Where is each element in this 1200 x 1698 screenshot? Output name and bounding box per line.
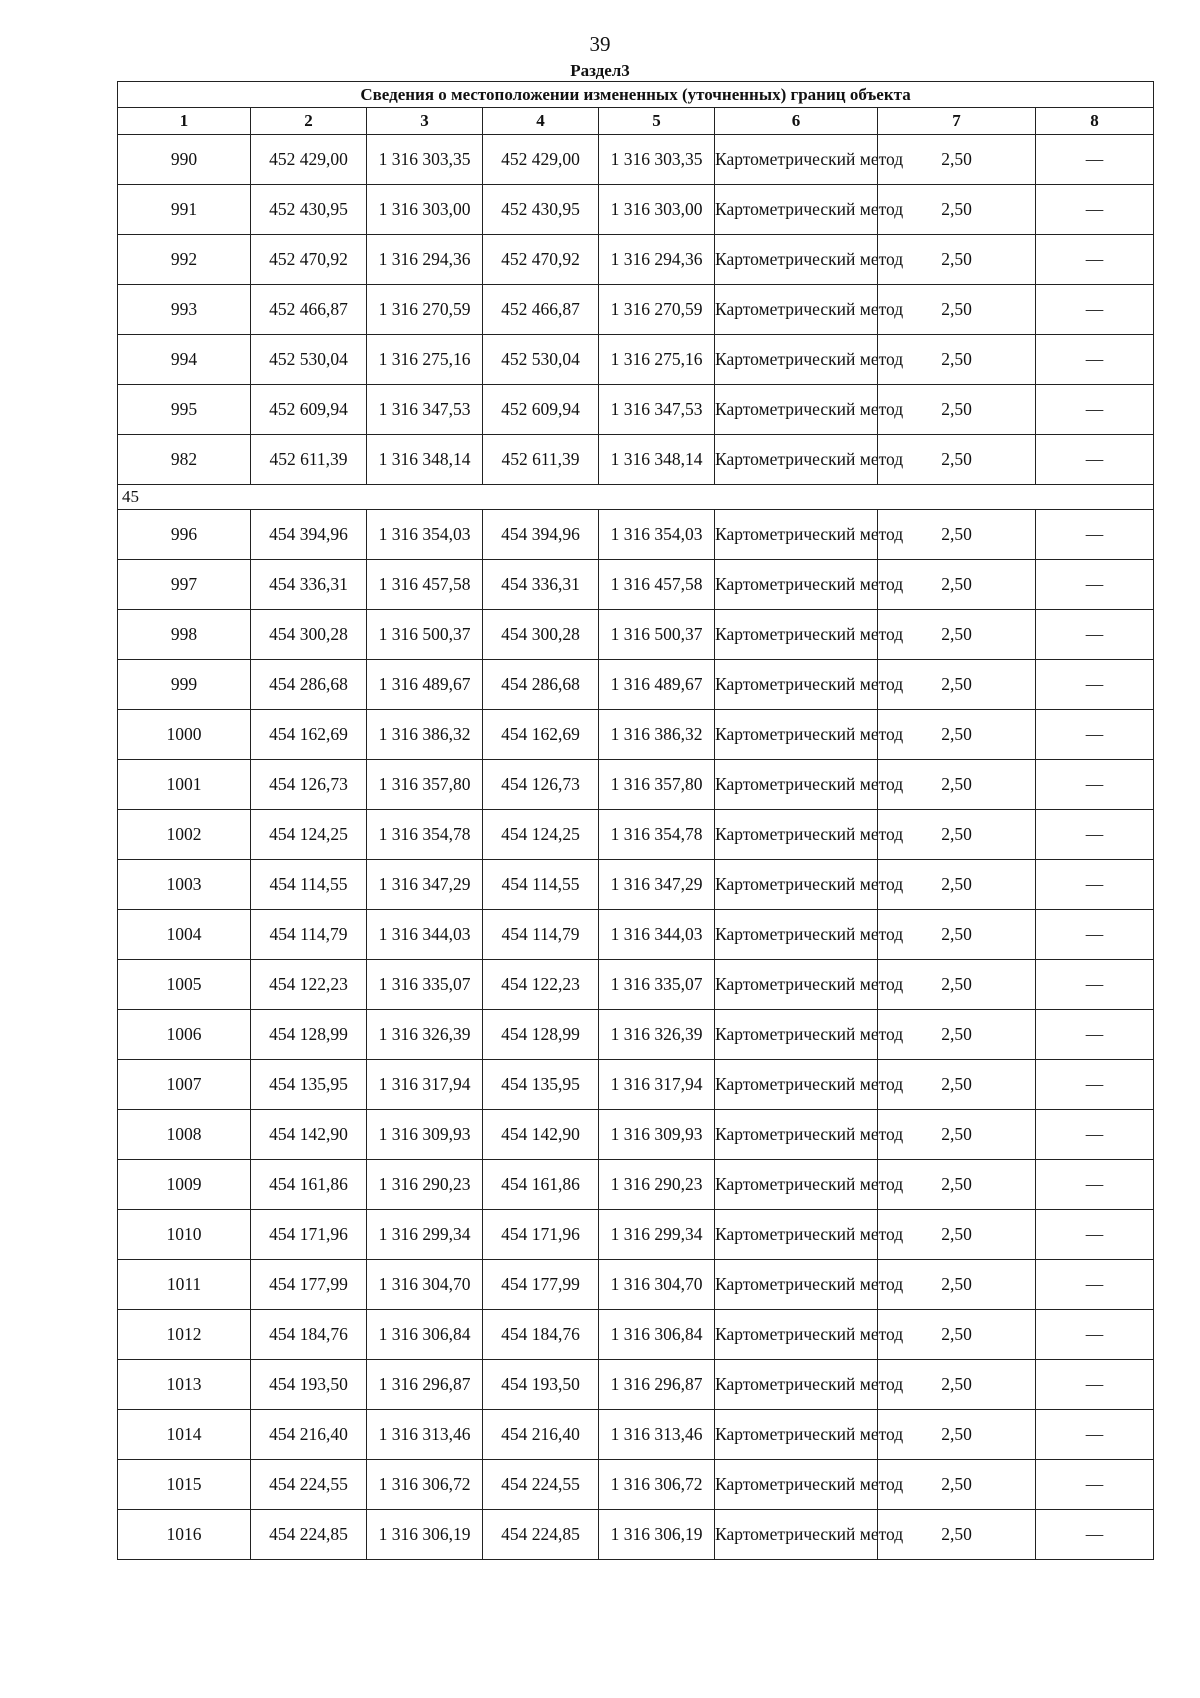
existing-x-cell: 454 224,85 — [251, 1510, 367, 1560]
note-cell: — — [1036, 135, 1154, 185]
existing-y-cell: 1 316 348,14 — [367, 435, 483, 485]
refined-y-cell: 1 316 344,03 — [599, 910, 715, 960]
refined-y-cell: 1 316 326,39 — [599, 1010, 715, 1060]
existing-x-cell: 452 470,92 — [251, 235, 367, 285]
note-cell: — — [1036, 760, 1154, 810]
refined-x-cell: 454 114,79 — [483, 910, 599, 960]
table-row — [118, 1110, 1154, 1160]
accuracy-cell: 2,50 — [878, 1060, 1036, 1110]
point-number-cell: 1008 — [118, 1110, 251, 1160]
refined-x-cell: 454 162,69 — [483, 710, 599, 760]
existing-x-cell: 454 124,25 — [251, 810, 367, 860]
table-row — [118, 1360, 1154, 1410]
note-cell: — — [1036, 660, 1154, 710]
existing-x-cell: 454 336,31 — [251, 560, 367, 610]
column-number: 1 — [118, 108, 251, 135]
existing-x-cell: 454 286,68 — [251, 660, 367, 710]
refined-x-cell: 454 224,85 — [483, 1510, 599, 1560]
refined-x-cell: 454 142,90 — [483, 1110, 599, 1160]
accuracy-cell: 2,50 — [878, 1110, 1036, 1160]
existing-x-cell: 454 142,90 — [251, 1110, 367, 1160]
refined-x-cell: 454 161,86 — [483, 1160, 599, 1210]
point-number-cell: 1000 — [118, 710, 251, 760]
refined-x-cell: 454 184,76 — [483, 1310, 599, 1360]
accuracy-cell: 2,50 — [878, 1460, 1036, 1510]
table-row — [118, 1510, 1154, 1560]
existing-y-cell: 1 316 326,39 — [367, 1010, 483, 1060]
point-number-cell: 1007 — [118, 1060, 251, 1110]
refined-y-cell: 1 316 317,94 — [599, 1060, 715, 1110]
note-cell: — — [1036, 1360, 1154, 1410]
method-cell: Картометрический метод — [715, 860, 878, 910]
existing-y-cell: 1 316 347,53 — [367, 385, 483, 435]
table-row — [118, 1460, 1154, 1510]
existing-y-cell: 1 316 303,35 — [367, 135, 483, 185]
existing-y-cell: 1 316 335,07 — [367, 960, 483, 1010]
note-cell: — — [1036, 1460, 1154, 1510]
method-cell: Картометрический метод — [715, 385, 878, 435]
refined-x-cell: 454 114,55 — [483, 860, 599, 910]
existing-x-cell: 454 114,79 — [251, 910, 367, 960]
point-number-cell: 1001 — [118, 760, 251, 810]
existing-x-cell: 454 122,23 — [251, 960, 367, 1010]
note-cell: — — [1036, 1010, 1154, 1060]
existing-x-cell: 454 162,69 — [251, 710, 367, 760]
table-row — [118, 235, 1154, 285]
existing-y-cell: 1 316 306,84 — [367, 1310, 483, 1360]
existing-x-cell: 454 394,96 — [251, 510, 367, 560]
method-cell: Картометрический метод — [715, 910, 878, 960]
existing-x-cell: 454 114,55 — [251, 860, 367, 910]
note-cell: — — [1036, 710, 1154, 760]
table-row — [118, 760, 1154, 810]
table-row — [118, 185, 1154, 235]
refined-x-cell: 454 224,55 — [483, 1460, 599, 1510]
refined-x-cell: 452 466,87 — [483, 285, 599, 335]
table-row — [118, 710, 1154, 760]
table-row — [118, 1260, 1154, 1310]
page-number: 39 — [589, 32, 611, 56]
note-cell: — — [1036, 1160, 1154, 1210]
accuracy-cell: 2,50 — [878, 435, 1036, 485]
refined-x-cell: 454 286,68 — [483, 660, 599, 710]
existing-x-cell: 452 430,95 — [251, 185, 367, 235]
existing-y-cell: 1 316 275,16 — [367, 335, 483, 385]
refined-x-cell: 452 609,94 — [483, 385, 599, 435]
method-cell: Картометрический метод — [715, 1010, 878, 1060]
note-cell: — — [1036, 1260, 1154, 1310]
note-cell: — — [1036, 235, 1154, 285]
refined-x-cell: 452 470,92 — [483, 235, 599, 285]
note-cell: — — [1036, 435, 1154, 485]
table-row — [118, 910, 1154, 960]
refined-x-cell: 452 530,04 — [483, 335, 599, 385]
accuracy-cell: 2,50 — [878, 1010, 1036, 1060]
existing-x-cell: 452 429,00 — [251, 135, 367, 185]
refined-y-cell: 1 316 275,16 — [599, 335, 715, 385]
method-cell: Картометрический метод — [715, 1510, 878, 1560]
method-cell: Картометрический метод — [715, 760, 878, 810]
existing-x-cell: 454 128,99 — [251, 1010, 367, 1060]
note-cell: — — [1036, 960, 1154, 1010]
method-cell: Картометрический метод — [715, 1160, 878, 1210]
table-row — [118, 560, 1154, 610]
accuracy-cell: 2,50 — [878, 860, 1036, 910]
method-cell: Картометрический метод — [715, 1060, 878, 1110]
point-number-cell: 1014 — [118, 1410, 251, 1460]
note-cell: — — [1036, 1210, 1154, 1260]
accuracy-cell: 2,50 — [878, 510, 1036, 560]
table-caption-row — [118, 82, 1154, 108]
refined-y-cell: 1 316 354,03 — [599, 510, 715, 560]
table-row — [118, 1210, 1154, 1260]
column-number: 6 — [715, 108, 878, 135]
accuracy-cell: 2,50 — [878, 1310, 1036, 1360]
existing-y-cell: 1 316 457,58 — [367, 560, 483, 610]
existing-x-cell: 454 193,50 — [251, 1360, 367, 1410]
refined-y-cell: 1 316 299,34 — [599, 1210, 715, 1260]
refined-y-cell: 1 316 304,70 — [599, 1260, 715, 1310]
note-cell: — — [1036, 810, 1154, 860]
existing-x-cell: 454 177,99 — [251, 1260, 367, 1310]
existing-x-cell: 454 126,73 — [251, 760, 367, 810]
table-row — [118, 335, 1154, 385]
accuracy-cell: 2,50 — [878, 335, 1036, 385]
table-row — [118, 435, 1154, 485]
refined-x-cell: 454 124,25 — [483, 810, 599, 860]
point-number-cell: 1012 — [118, 1310, 251, 1360]
refined-y-cell: 1 316 357,80 — [599, 760, 715, 810]
section-title: Раздел3 — [570, 61, 630, 80]
method-cell: Картометрический метод — [715, 660, 878, 710]
refined-y-cell: 1 316 347,29 — [599, 860, 715, 910]
accuracy-cell: 2,50 — [878, 960, 1036, 1010]
point-number-cell: 1016 — [118, 1510, 251, 1560]
existing-x-cell: 452 609,94 — [251, 385, 367, 435]
method-cell: Картометрический метод — [715, 1410, 878, 1460]
existing-y-cell: 1 316 304,70 — [367, 1260, 483, 1310]
coordinates-table — [117, 81, 1154, 1560]
refined-y-cell: 1 316 457,58 — [599, 560, 715, 610]
point-number-cell: 1004 — [118, 910, 251, 960]
column-number: 3 — [367, 108, 483, 135]
refined-y-cell: 1 316 348,14 — [599, 435, 715, 485]
refined-x-cell: 454 135,95 — [483, 1060, 599, 1110]
existing-x-cell: 452 530,04 — [251, 335, 367, 385]
existing-y-cell: 1 316 500,37 — [367, 610, 483, 660]
existing-y-cell: 1 316 303,00 — [367, 185, 483, 235]
table-row — [118, 135, 1154, 185]
table-caption: Сведения о местоположении измененных (уточненных) границ объекта — [118, 82, 1154, 108]
refined-x-cell: 454 394,96 — [483, 510, 599, 560]
point-number-cell: 1005 — [118, 960, 251, 1010]
method-cell: Картометрический метод — [715, 610, 878, 660]
point-number-cell: 994 — [118, 335, 251, 385]
refined-y-cell: 1 316 306,19 — [599, 1510, 715, 1560]
refined-y-cell: 1 316 296,87 — [599, 1360, 715, 1410]
point-number-cell: 1010 — [118, 1210, 251, 1260]
table-row — [118, 960, 1154, 1010]
accuracy-cell: 2,50 — [878, 760, 1036, 810]
table-row — [118, 860, 1154, 910]
refined-y-cell: 1 316 386,32 — [599, 710, 715, 760]
refined-y-cell: 1 316 306,72 — [599, 1460, 715, 1510]
table-row — [118, 1060, 1154, 1110]
refined-y-cell: 1 316 347,53 — [599, 385, 715, 435]
method-cell: Картометрический метод — [715, 1460, 878, 1510]
existing-y-cell: 1 316 309,93 — [367, 1110, 483, 1160]
refined-x-cell: 452 430,95 — [483, 185, 599, 235]
method-cell: Картометрический метод — [715, 1110, 878, 1160]
refined-y-cell: 1 316 309,93 — [599, 1110, 715, 1160]
existing-y-cell: 1 316 354,78 — [367, 810, 483, 860]
note-cell: — — [1036, 510, 1154, 560]
accuracy-cell: 2,50 — [878, 810, 1036, 860]
table-row — [118, 1160, 1154, 1210]
point-number-cell: 1011 — [118, 1260, 251, 1310]
point-number-cell: 991 — [118, 185, 251, 235]
table-row — [118, 610, 1154, 660]
table-row — [118, 385, 1154, 435]
accuracy-cell: 2,50 — [878, 135, 1036, 185]
existing-y-cell: 1 316 317,94 — [367, 1060, 483, 1110]
refined-x-cell: 454 128,99 — [483, 1010, 599, 1060]
existing-y-cell: 1 316 299,34 — [367, 1210, 483, 1260]
column-number: 7 — [878, 108, 1036, 135]
table-row — [118, 1410, 1154, 1460]
column-number: 4 — [483, 108, 599, 135]
accuracy-cell: 2,50 — [878, 660, 1036, 710]
method-cell: Картометрический метод — [715, 810, 878, 860]
existing-y-cell: 1 316 294,36 — [367, 235, 483, 285]
accuracy-cell: 2,50 — [878, 1410, 1036, 1460]
note-cell: — — [1036, 1310, 1154, 1360]
method-cell: Картометрический метод — [715, 710, 878, 760]
method-cell: Картометрический метод — [715, 235, 878, 285]
accuracy-cell: 2,50 — [878, 910, 1036, 960]
point-number-cell: 995 — [118, 385, 251, 435]
point-number-cell: 993 — [118, 285, 251, 335]
note-cell: — — [1036, 1510, 1154, 1560]
contour-group-label: 45 — [118, 485, 1154, 510]
method-cell: Картометрический метод — [715, 1310, 878, 1360]
refined-x-cell: 454 122,23 — [483, 960, 599, 1010]
existing-y-cell: 1 316 313,46 — [367, 1410, 483, 1460]
method-cell: Картометрический метод — [715, 335, 878, 385]
point-number-cell: 997 — [118, 560, 251, 610]
method-cell: Картометрический метод — [715, 185, 878, 235]
refined-x-cell: 452 429,00 — [483, 135, 599, 185]
refined-y-cell: 1 316 500,37 — [599, 610, 715, 660]
note-cell: — — [1036, 910, 1154, 960]
note-cell: — — [1036, 335, 1154, 385]
table-row — [118, 660, 1154, 710]
refined-y-cell: 1 316 290,23 — [599, 1160, 715, 1210]
accuracy-cell: 2,50 — [878, 235, 1036, 285]
point-number-cell: 1006 — [118, 1010, 251, 1060]
accuracy-cell: 2,50 — [878, 1160, 1036, 1210]
refined-x-cell: 452 611,39 — [483, 435, 599, 485]
refined-x-cell: 454 336,31 — [483, 560, 599, 610]
accuracy-cell: 2,50 — [878, 285, 1036, 335]
method-cell: Картометрический метод — [715, 510, 878, 560]
point-number-cell: 998 — [118, 610, 251, 660]
refined-y-cell: 1 316 313,46 — [599, 1410, 715, 1460]
accuracy-cell: 2,50 — [878, 1210, 1036, 1260]
existing-x-cell: 454 224,55 — [251, 1460, 367, 1510]
method-cell: Картометрический метод — [715, 960, 878, 1010]
refined-y-cell: 1 316 270,59 — [599, 285, 715, 335]
method-cell: Картометрический метод — [715, 1260, 878, 1310]
existing-y-cell: 1 316 357,80 — [367, 760, 483, 810]
accuracy-cell: 2,50 — [878, 1360, 1036, 1410]
refined-x-cell: 454 126,73 — [483, 760, 599, 810]
table-row — [118, 810, 1154, 860]
note-cell: — — [1036, 1110, 1154, 1160]
column-number-row — [118, 108, 1154, 135]
existing-x-cell: 454 216,40 — [251, 1410, 367, 1460]
existing-y-cell: 1 316 296,87 — [367, 1360, 483, 1410]
existing-y-cell: 1 316 270,59 — [367, 285, 483, 335]
refined-y-cell: 1 316 303,35 — [599, 135, 715, 185]
note-cell: — — [1036, 560, 1154, 610]
refined-y-cell: 1 316 303,00 — [599, 185, 715, 235]
point-number-cell: 999 — [118, 660, 251, 710]
accuracy-cell: 2,50 — [878, 610, 1036, 660]
existing-y-cell: 1 316 306,19 — [367, 1510, 483, 1560]
note-cell: — — [1036, 185, 1154, 235]
existing-x-cell: 452 466,87 — [251, 285, 367, 335]
contour-group-row — [118, 485, 1154, 510]
refined-x-cell: 454 300,28 — [483, 610, 599, 660]
point-number-cell: 990 — [118, 135, 251, 185]
existing-x-cell: 454 184,76 — [251, 1310, 367, 1360]
note-cell: — — [1036, 285, 1154, 335]
refined-y-cell: 1 316 354,78 — [599, 810, 715, 860]
refined-x-cell: 454 177,99 — [483, 1260, 599, 1310]
existing-y-cell: 1 316 489,67 — [367, 660, 483, 710]
point-number-cell: 1013 — [118, 1360, 251, 1410]
existing-x-cell: 454 135,95 — [251, 1060, 367, 1110]
accuracy-cell: 2,50 — [878, 1510, 1036, 1560]
point-number-cell: 1009 — [118, 1160, 251, 1210]
note-cell: — — [1036, 1060, 1154, 1110]
note-cell: — — [1036, 1410, 1154, 1460]
refined-y-cell: 1 316 335,07 — [599, 960, 715, 1010]
note-cell: — — [1036, 610, 1154, 660]
method-cell: Картометрический метод — [715, 285, 878, 335]
accuracy-cell: 2,50 — [878, 710, 1036, 760]
refined-y-cell: 1 316 489,67 — [599, 660, 715, 710]
accuracy-cell: 2,50 — [878, 185, 1036, 235]
point-number-cell: 1002 — [118, 810, 251, 860]
existing-x-cell: 454 171,96 — [251, 1210, 367, 1260]
point-number-cell: 982 — [118, 435, 251, 485]
existing-y-cell: 1 316 354,03 — [367, 510, 483, 560]
accuracy-cell: 2,50 — [878, 1260, 1036, 1310]
column-number: 5 — [599, 108, 715, 135]
column-number: 2 — [251, 108, 367, 135]
point-number-cell: 1003 — [118, 860, 251, 910]
table-row — [118, 1310, 1154, 1360]
note-cell: — — [1036, 860, 1154, 910]
method-cell: Картометрический метод — [715, 560, 878, 610]
accuracy-cell: 2,50 — [878, 385, 1036, 435]
refined-x-cell: 454 171,96 — [483, 1210, 599, 1260]
existing-x-cell: 454 300,28 — [251, 610, 367, 660]
method-cell: Картометрический метод — [715, 435, 878, 485]
existing-y-cell: 1 316 386,32 — [367, 710, 483, 760]
refined-y-cell: 1 316 306,84 — [599, 1310, 715, 1360]
refined-y-cell: 1 316 294,36 — [599, 235, 715, 285]
table-row — [118, 1010, 1154, 1060]
existing-y-cell: 1 316 344,03 — [367, 910, 483, 960]
existing-x-cell: 454 161,86 — [251, 1160, 367, 1210]
note-cell: — — [1036, 385, 1154, 435]
existing-y-cell: 1 316 306,72 — [367, 1460, 483, 1510]
refined-x-cell: 454 216,40 — [483, 1410, 599, 1460]
table-row — [118, 285, 1154, 335]
point-number-cell: 992 — [118, 235, 251, 285]
accuracy-cell: 2,50 — [878, 560, 1036, 610]
method-cell: Картометрический метод — [715, 135, 878, 185]
method-cell: Картометрический метод — [715, 1360, 878, 1410]
column-number: 8 — [1036, 108, 1154, 135]
point-number-cell: 1015 — [118, 1460, 251, 1510]
existing-x-cell: 452 611,39 — [251, 435, 367, 485]
table-row — [118, 510, 1154, 560]
existing-y-cell: 1 316 347,29 — [367, 860, 483, 910]
point-number-cell: 996 — [118, 510, 251, 560]
method-cell: Картометрический метод — [715, 1210, 878, 1260]
existing-y-cell: 1 316 290,23 — [367, 1160, 483, 1210]
refined-x-cell: 454 193,50 — [483, 1360, 599, 1410]
